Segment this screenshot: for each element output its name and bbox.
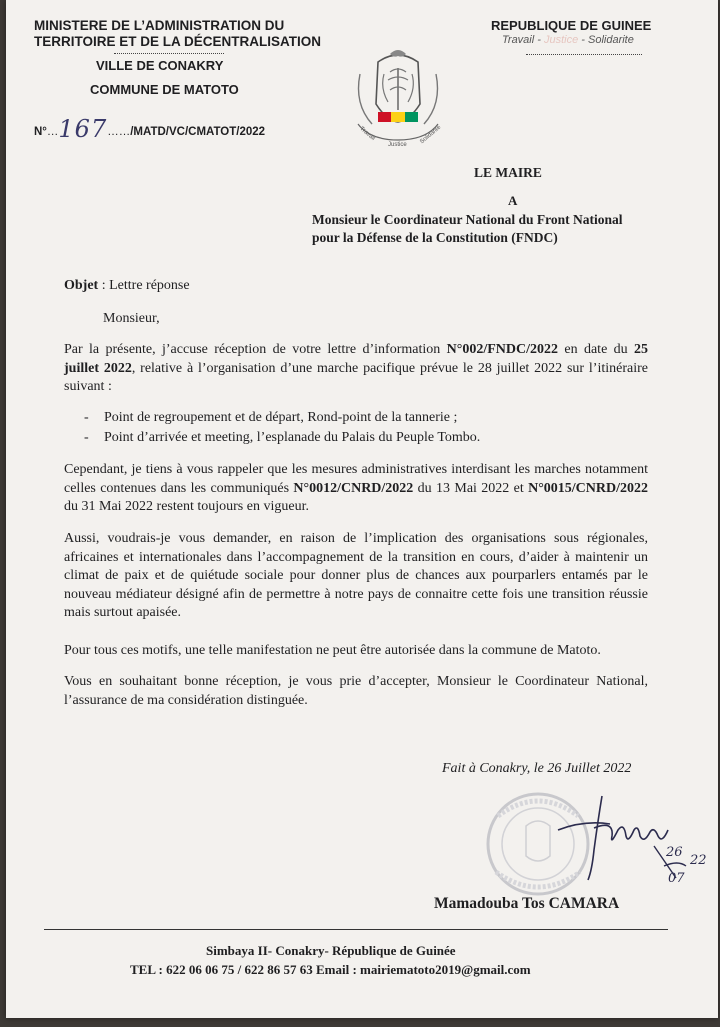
national-motto — [502, 34, 634, 46]
p2-text-2: du 13 Mai 2022 et — [413, 480, 529, 496]
salutation: Monsieur, — [103, 311, 160, 326]
motto-justice: Justice — [543, 34, 579, 46]
p2-text-1: Cependant, je tiens à vous rappeler que les mesures administratives interdisant les marches notamment celles contenues dans les communiqués — [64, 462, 648, 496]
header-right-divider — [526, 54, 642, 55]
paragraph-2 — [64, 461, 648, 517]
footer-rule — [44, 929, 668, 930]
footer-contact: TEL : 622 06 06 75 / 622 86 57 63 Email : mairiematoto2019@gmail.com — [130, 962, 531, 977]
signature-date-year: 22 — [690, 853, 707, 868]
signature-date-day: 26 — [666, 845, 683, 860]
place-and-date: Fait à Conakry, le 26 Juillet 2022 — [442, 761, 632, 776]
p1-text-3: , relative à l’organisation d’une marche pacifique prévue le 28 juillet 2022 sur l’itinéraire suivant : — [64, 360, 648, 394]
recipient — [312, 211, 652, 247]
p2-text-3: du 31 Mai 2022 restent toujours en vigueur. — [64, 499, 309, 514]
p1-text-1: Par la présente, j’accuse réception de votre lettre d’information — [64, 342, 447, 357]
recipient-line-2: pour la Défense de la Constitution (FNDC) — [312, 230, 558, 245]
letter-page — [6, 0, 718, 1018]
signature-date-month: 07 — [668, 871, 685, 886]
commune-label: COMMUNE DE MATOTO — [90, 82, 239, 97]
p1-letter-date: 25 juillet 2022 — [64, 342, 649, 376]
coat-of-arms-icon — [350, 44, 446, 148]
paragraph-4: Pour tous ces motifs, une telle manifestation ne peut être autorisée dans la commune de Matoto. — [64, 643, 601, 658]
p1-text-2: en date du — [558, 342, 635, 357]
ref-suffix: /MATD/VC/CMATOT/2022 — [130, 126, 266, 138]
ministry-line-1: MINISTERE DE L’ADMINISTRATION DU — [34, 18, 285, 33]
p1-letter-ref: N°002/FNDC/2022 — [446, 342, 559, 357]
emblem-motto-travail: Travail — [358, 125, 376, 142]
country-header: REPUBLIQUE DE GUINEE — [491, 18, 652, 33]
paragraph-3: Aussi, voudrais-je vous demander, en raison de l’implication des organisations sous régionales, africaines et internationales dans l’accompagnement de la transition en cours, d’aider à maintenir un climat de paix et de quiétude sociale pour donner plus de chances aux pourparlers entamés par le nouveau médiateur désigné afin de permettre à notre pays de connaitre cette fois une transition réussie mais surtout apaisée. — [64, 531, 648, 620]
to-label: A — [508, 193, 518, 208]
motto-travail: Travail - — [502, 34, 544, 46]
recipient-line-1: Monsieur le Coordinateur National du Front National — [312, 212, 623, 227]
subject-line — [64, 278, 190, 294]
ville-label: VILLE DE CONAKRY — [96, 58, 224, 73]
ministry-line-2: TERRITOIRE ET DE LA DÉCENTRALISATION — [34, 34, 322, 49]
list-item: - Point d’arrivée et meeting, l’esplanade du Palais du Peuple Tombo. — [84, 428, 644, 448]
p2-communique-ref-1: N°0012/CNRD/2022 — [293, 480, 414, 496]
paragraph-5: Vous en souhaitant bonne réception, je vous prie d’accepter, Monsieur le Coordinateur National, l’assurance de ma considération distinguée. — [64, 674, 648, 708]
paragraph-1 — [64, 341, 648, 397]
p2-communique-ref-2: N°0015/CNRD/2022 — [528, 480, 649, 496]
signer-name: Mamadouba Tos CAMARA — [434, 895, 620, 912]
sender-title: LE MAIRE — [474, 165, 542, 180]
handwritten-signature-icon — [554, 790, 716, 896]
emblem-motto-justice: Justice — [388, 142, 407, 148]
footer-address: Simbaya II- Conakry- République de Guinée — [206, 943, 456, 958]
itinerary-list — [84, 408, 644, 448]
subject-value: : Lettre réponse — [98, 278, 190, 293]
ministry-header — [34, 18, 334, 54]
ref-handwritten-number: 167 — [58, 115, 108, 143]
emblem-motto-solidarite: Solidarité — [419, 124, 443, 146]
header-divider — [114, 53, 224, 54]
ref-prefix: N° — [34, 126, 47, 138]
subject-label: Objet — [64, 278, 99, 293]
list-item: - Point de regroupement et de départ, Rond-point de la tannerie ; — [84, 408, 644, 428]
reference-number: N°…167……/MATD/VC/CMATOT/2022 — [34, 115, 266, 143]
motto-solidarite: - Solidarite — [578, 34, 634, 46]
